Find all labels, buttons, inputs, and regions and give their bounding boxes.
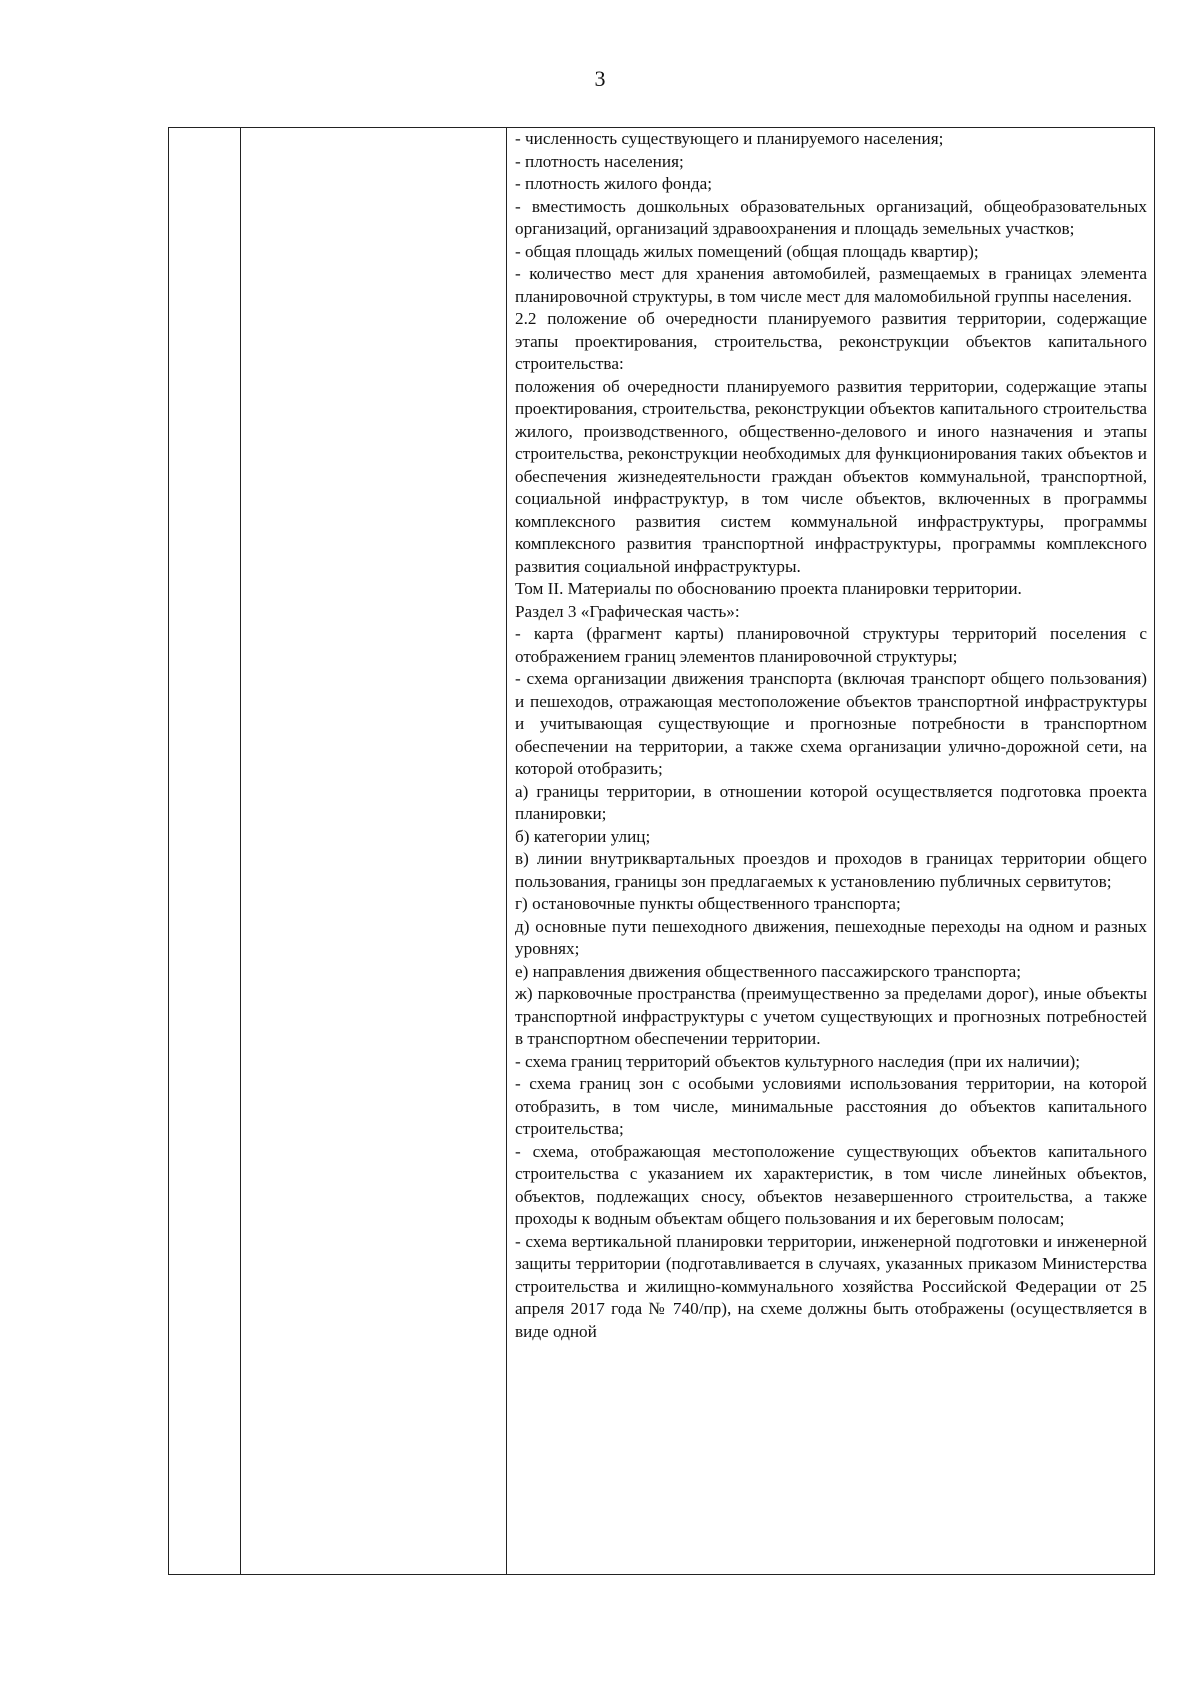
- paragraph: - численность существующего и планируемого населения;: [515, 129, 944, 148]
- paragraph: 2.2 положение об очередности планируемого развития территории, содержащие этапы проектирования, строительства, реконструкции объектов капитального строительства:: [515, 309, 1147, 373]
- paragraph: положения об очередности планируемого развития территории, содержащие этапы проектирования, строительства, реконструкции объектов капитального строительства жилого, производственного, общественно-делового и иного назначения и этапы строительства, реконструкции необходимых для функционирования таких объектов и обеспечения жизнедеятельности граждан объектов коммунальной, транспортной, социальной инфраструктур, в том числе объектов, включенных в программы комплексного развития систем коммунальной инфраструктуры, программы комплексного развития транспортной инфраструктуры, программы комплексного развития социальной инфраструктуры.: [515, 376, 1147, 576]
- paragraph: - общая площадь жилых помещений (общая площадь квартир);: [515, 241, 979, 261]
- paragraph: - плотность населения;: [515, 151, 684, 171]
- paragraph: Том II. Материалы по обоснованию проекта планировки территории.: [515, 579, 1022, 598]
- paragraph: в) линии внутриквартальных проездов и проходов в границах территории общего пользования, границы зон предлагаемых к установлению публичных сервитутов;: [515, 849, 1147, 891]
- table-column-content: [515, 128, 1147, 1574]
- paragraph: - схема, отображающая местоположение существующих объектов капитального строительства с указанием их характеристик, в том числе линейных объектов, объектов, подлежащих сносу, объектов незавершенного строительства, а также проходы к водным объектам общего пользования и их береговым полосам;: [515, 1141, 1147, 1228]
- paragraph: ж) парковочные пространства (преимущественно за пределами дорог), иные объекты транспортной инфраструктуры с учетом существующих и прогнозных потребностей в транспортном обеспечении территории.: [515, 984, 1147, 1048]
- paragraph: - схема границ зон с особыми условиями использования территории, на которой отобразить, в том числе, минимальные расстояния до объектов капитального строительства;: [515, 1074, 1147, 1138]
- paragraph: а) границы территории, в отношении которой осуществляется подготовка проекта планировки;: [515, 781, 1147, 823]
- paragraph: д) основные пути пешеходного движения, пешеходные переходы на одном и разных уровнях;: [515, 916, 1147, 958]
- document-table: [168, 127, 1155, 1575]
- table-column-number: [169, 128, 241, 1574]
- paragraph: - карта (фрагмент карты) планировочной структуры территорий поселения с отображением границ элементов планировочной структуры;: [515, 624, 1147, 666]
- page-number: 3: [594, 66, 606, 91]
- paragraph: е) направления движения общественного пассажирского транспорта;: [515, 961, 1022, 981]
- paragraph: - плотность жилого фонда;: [515, 174, 713, 193]
- paragraph: - схема вертикальной планировки территории, инженерной подготовки и инженерной защиты территории (подготавливается в случаях, указанных приказом Министерства строительства и жилищно-коммунального хозяйства Российской Федерации от 25 апреля 2017 года № 740/пр), на схеме должны быть отображены (осуществляется в виде одной: [515, 1231, 1147, 1341]
- paragraph: Раздел 3 «Графическая часть»:: [515, 601, 740, 621]
- paragraph: - схема организации движения транспорта (включая транспорт общего пользования) и пешеходов, отражающая местоположение объектов транспортной инфраструктуры и учитывающая существующие и прогнозные потребности в транспортном обеспечении на территории, а также схема организации улично-дорожной сети, на которой отобразить;: [515, 669, 1147, 778]
- paragraph: - количество мест для хранения автомобилей, размещаемых в границах элемента планировочной структуры, в том числе мест для маломобильной группы населения.: [515, 264, 1147, 306]
- table-column-name: [241, 128, 507, 1574]
- paragraph: б) категории улиц;: [515, 826, 651, 846]
- paragraph: - вместимость дошкольных образовательных организаций, общеобразовательных организаций, организаций здравоохранения и площадь земельных участков;: [515, 196, 1147, 238]
- paragraph: - схема границ территорий объектов культурного наследия (при их наличии);: [515, 1051, 1081, 1071]
- paragraph: г) остановочные пункты общественного транспорта;: [515, 894, 901, 913]
